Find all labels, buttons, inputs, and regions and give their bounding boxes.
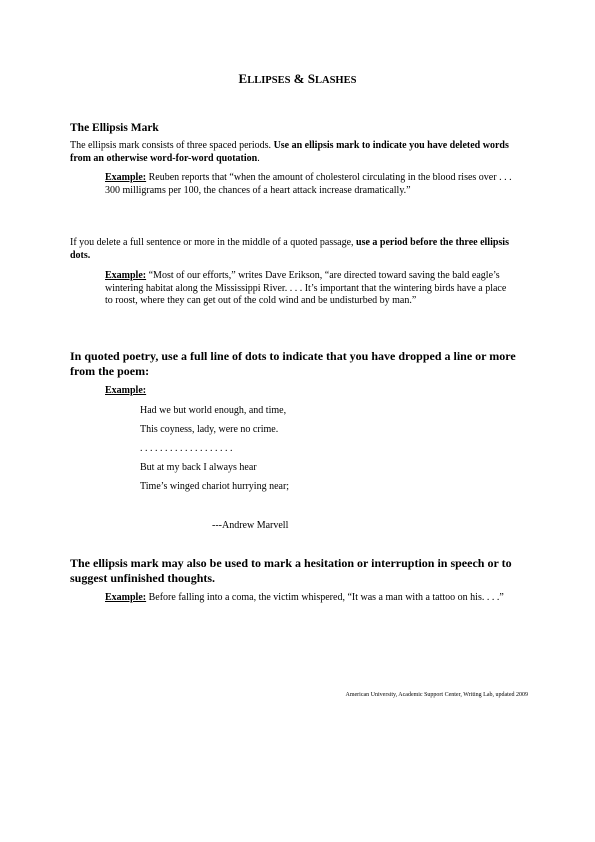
example-label: Example: — [105, 592, 147, 603]
full-sentence-paragraph: If you delete a full sentence or more in the middle of a quoted passage, use a period before the three ellipsis dots. — [70, 237, 509, 261]
quoted-poetry-heading: In quoted poetry, use a full line of dots to indicate that you have dropped a line or more from the poem: — [70, 349, 516, 378]
poem-line: This coyness, lady, were no crime. — [140, 424, 279, 435]
ellipsis-intro-paragraph: The ellipsis mark consists of three spaced periods. Use an ellipsis mark to indicate you have deleted words from an otherwise word-for-word quotation. — [70, 140, 509, 164]
poem-line: Had we but world enough, and time, — [140, 405, 287, 416]
poem-line: But at my back I always hear — [140, 462, 257, 473]
example-label: Example: — [105, 172, 147, 183]
poem-attribution: ---Andrew Marvell — [212, 520, 289, 531]
ellipsis-mark-heading: The Ellipsis Mark — [70, 122, 159, 134]
example-label: Example: — [105, 385, 147, 396]
hesitation-heading: The ellipsis mark may also be used to mark a hesitation or interruption in speech or to suggest unfinished thoughts. — [70, 556, 512, 585]
example-cholesterol: Example: Reuben reports that “when the amount of cholesterol circulating in the blood rises over . . . 300 milligrams per 100, the chances of a heart attack increase dramatically.” — [105, 172, 512, 196]
example-coma: Example: Before falling into a coma, the victim whispered, “It was a man with a tattoo on his. . . .” — [105, 592, 504, 603]
poem-line: Time’s winged chariot hurrying near; — [140, 481, 290, 492]
example-bald-eagle: Example: “Most of our efforts,” writes Dave Erikson, “are directed toward saving the bald eagle’s wintering habitat along the Mississippi River. . . . It’s important that the wintering birds have a place to roost, where they can get out of the cold wind and be undisturbed by man.” — [105, 270, 507, 306]
page-footer: American University, Academic Support Center, Writing Lab, updated 2009 — [345, 692, 528, 698]
example-label: Example: — [105, 270, 147, 281]
page-title: ELLIPSES & SLASHES — [238, 71, 357, 86]
poem-dotted-line: . . . . . . . . . . . . . . . . . . . — [140, 443, 233, 454]
